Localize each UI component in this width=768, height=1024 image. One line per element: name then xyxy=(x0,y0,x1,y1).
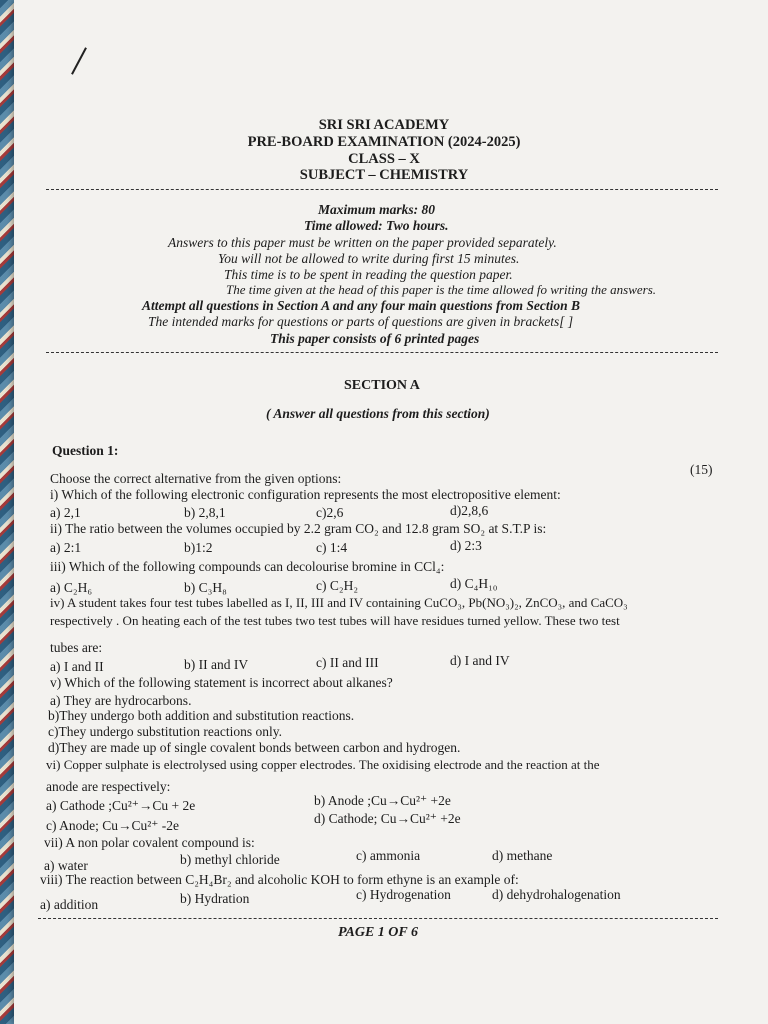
question-vii-option-a: a) water xyxy=(44,858,88,873)
header-divider xyxy=(46,189,718,190)
pen-stroke-mark xyxy=(71,47,87,74)
question-vi-option-b: b) Anode ;Cu→Cu²⁺ +2e xyxy=(314,793,451,808)
question-1-intro: Choose the correct alternative from the given options: xyxy=(50,471,342,486)
question-v-option-d: d)They are made up of single covalent bonds between carbon and hydrogen. xyxy=(48,740,461,755)
question-vi-option-a: a) Cathode ;Cu²⁺→Cu + 2e xyxy=(46,798,196,813)
question-vi-line-1: vi) Copper sulphate is electrolysed using copper electrodes. The oxidising electrode and the reaction at the xyxy=(46,757,600,772)
question-ii-option-b: b)1:2 xyxy=(184,540,213,555)
question-vi-option-d: d) Cathode; Cu→Cu²⁺ +2e xyxy=(314,811,461,826)
question-vi-line-2: anode are respectively: xyxy=(46,779,171,794)
instructions-divider xyxy=(46,352,718,353)
question-v-text: v) Which of the following statement is incorrect about alkanes? xyxy=(50,675,393,690)
question-vii-option-d: d) methane xyxy=(492,848,553,863)
question-iii-option-a: a) C₂H₆ xyxy=(50,580,93,595)
question-i-option-a: a) 2,1 xyxy=(50,505,81,520)
question-viii-text: viii) The reaction between C₂H₄Br₂ and alcoholic KOH to form ethyne is an example of: xyxy=(40,872,519,887)
footer-divider xyxy=(38,918,718,919)
question-vii-text: vii) A non polar covalent compound is: xyxy=(44,835,255,850)
question-iv-option-d: d) I and IV xyxy=(450,653,510,668)
instruction-line-3: This time is to be spent in reading the question paper. xyxy=(224,267,513,282)
section-title: SECTION A xyxy=(344,378,420,393)
question-viii-option-c: c) Hydrogenation xyxy=(356,887,451,902)
question-iii-option-c: c) C₂H₂ xyxy=(316,578,359,593)
page-number: PAGE 1 OF 6 xyxy=(338,925,418,940)
instruction-line-6: The intended marks for questions or parts of questions are given in brackets[ ] xyxy=(148,314,574,329)
question-vii-option-c: c) ammonia xyxy=(356,848,421,863)
question-ii-option-a: a) 2:1 xyxy=(50,540,82,555)
time-allowed: Time allowed: Two hours. xyxy=(304,218,449,233)
question-iii-text: iii) Which of the following compounds can decolourise bromine in CCl₄: xyxy=(50,559,445,574)
question-v-option-a: a) They are hydrocarbons. xyxy=(50,693,192,708)
question-ii-option-d: d) 2:3 xyxy=(450,538,482,553)
question-v-option-b: b)They undergo both addition and substitution reactions. xyxy=(48,708,355,723)
exam-title: PRE-BOARD EXAMINATION (2024-2025) xyxy=(247,134,521,150)
question-iv-option-c: c) II and III xyxy=(316,655,379,670)
instruction-line-7: This paper consists of 6 printed pages xyxy=(270,331,480,346)
question-iii-option-b: b) C₃H₈ xyxy=(184,580,227,595)
question-viii-option-d: d) dehydrohalogenation xyxy=(492,887,621,902)
question-iv-line-2: respectively . On heating each of the test tubes two test tubes will have residues turned yellow. These two test xyxy=(50,613,620,628)
question-ii-text: ii) The ratio between the volumes occupied by 2.2 gram CO₂ and 12.8 gram SO₂ at S.T.P is: xyxy=(50,521,547,536)
question-iii-option-d: d) C₄H₁₀ xyxy=(450,576,498,591)
question-1-marks: (15) xyxy=(690,462,713,477)
instruction-line-5: Attempt all questions in Section A and any four main questions from Section B xyxy=(142,298,580,313)
subject-label: SUBJECT – CHEMISTRY xyxy=(299,167,469,183)
section-note: ( Answer all questions from this section) xyxy=(266,406,490,421)
school-name: SRI SRI ACADEMY xyxy=(318,117,450,133)
instruction-line-4: The time given at the head of this paper is the time allowed fo writing the answers. xyxy=(226,282,657,297)
question-viii-option-a: a) addition xyxy=(40,897,99,912)
question-i-text: i) Which of the following electronic configuration represents the most electropositive element: xyxy=(50,487,561,502)
maximum-marks: Maximum marks: 80 xyxy=(318,202,436,217)
question-i-option-d: d)2,8,6 xyxy=(450,503,489,518)
question-iv-option-b: b) II and IV xyxy=(184,657,249,672)
question-iv-line-3: tubes are: xyxy=(50,640,103,655)
instruction-line-1: Answers to this paper must be written on the paper provided separately. xyxy=(168,235,557,250)
question-vii-option-b: b) methyl chloride xyxy=(180,852,280,867)
question-iv-line-1: iv) A student takes four test tubes labelled as I, II, III and IV containing CuCO₃, Pb(NO₃)₂, ZnCO₃, and CaCO₃ xyxy=(50,595,628,610)
question-1-title: Question 1: xyxy=(52,443,119,458)
class-label: CLASS – X xyxy=(348,151,420,167)
question-ii-option-c: c) 1:4 xyxy=(316,540,348,555)
question-i-option-b: b) 2,8,1 xyxy=(184,505,226,520)
question-iv-option-a: a) I and II xyxy=(50,659,104,674)
question-viii-option-b: b) Hydration xyxy=(180,891,250,906)
question-vi-option-c: c) Anode; Cu→Cu²⁺ -2e xyxy=(46,818,180,833)
question-i-option-c: c)2,6 xyxy=(316,505,344,520)
question-v-option-c: c)They undergo substitution reactions only. xyxy=(48,724,282,739)
instruction-line-2: You will not be allowed to write during first 15 minutes. xyxy=(218,251,520,266)
